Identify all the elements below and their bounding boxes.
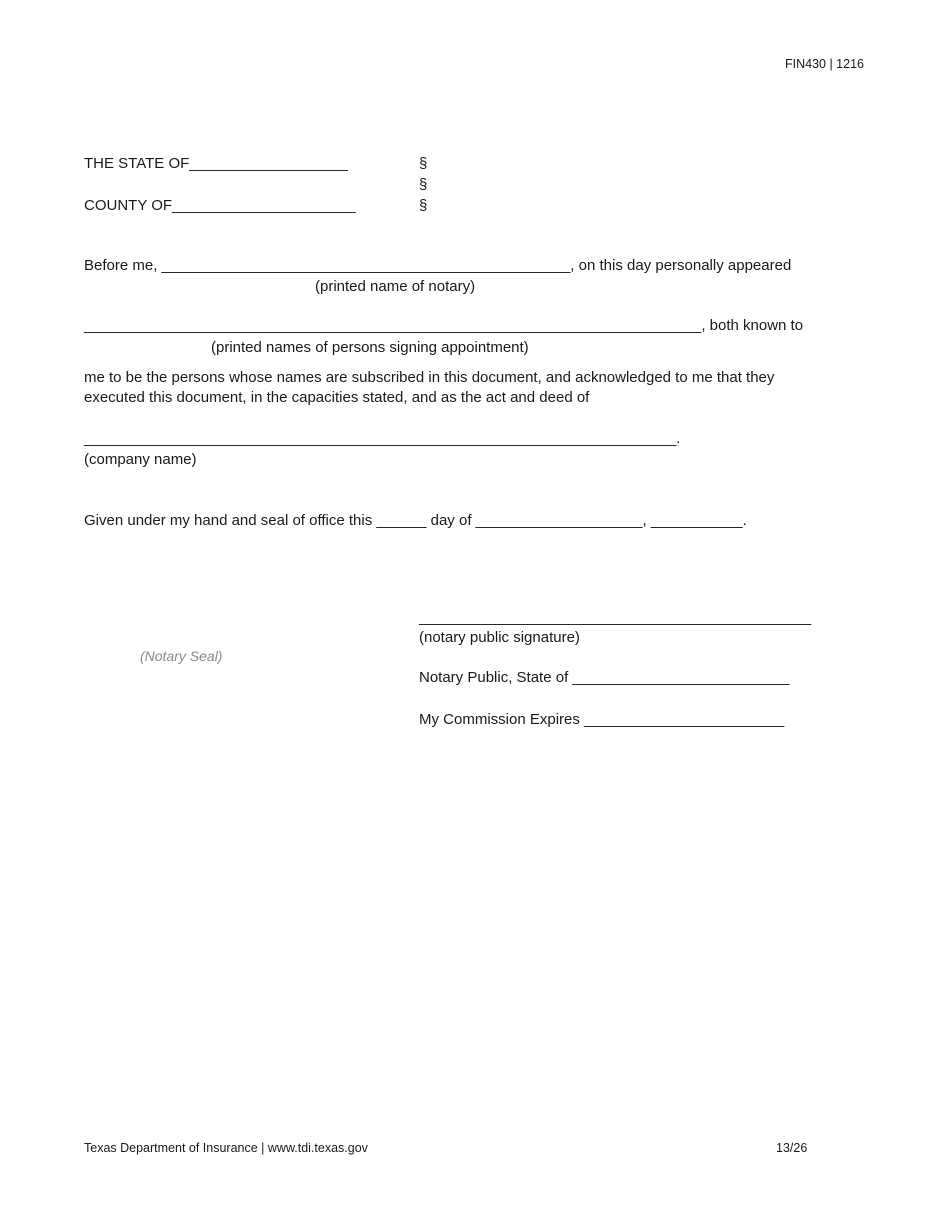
notary-signature-caption: (notary public signature) (419, 629, 580, 646)
section-mark-2: § (419, 176, 428, 193)
county-of-field[interactable]: COUNTY OF______________________ (84, 197, 356, 214)
section-mark-1: § (419, 155, 428, 172)
notary-signature-line[interactable]: _______________________________________________ (419, 609, 812, 626)
footer-agency: Texas Department of Insurance | www.tdi.texas.gov (84, 1141, 368, 1155)
page-number: 13/26 (776, 1141, 808, 1155)
company-name-caption: (company name) (84, 451, 197, 468)
notary-seal-placeholder: (Notary Seal) (140, 648, 223, 664)
form-code: FIN430 | 1216 (785, 57, 864, 71)
section-mark-3: § (419, 197, 428, 214)
commission-expires-field[interactable]: My Commission Expires ________________________ (419, 711, 785, 728)
state-of-field[interactable]: THE STATE OF___________________ (84, 155, 348, 172)
persons-names-field[interactable]: __________________________________________________________________________, both known to (84, 317, 804, 334)
acknowledgment-text-line-2: executed this document, in the capacities stated, and as the act and deed of (84, 389, 590, 406)
acknowledgment-text-line-1: me to be the persons whose names are subscribed in this document, and acknowledged to me that they (84, 369, 775, 386)
notary-state-field[interactable]: Notary Public, State of __________________________ (419, 669, 790, 686)
persons-names-caption: (printed names of persons signing appointment) (211, 339, 529, 356)
company-name-field[interactable]: _______________________________________________________________________. (84, 430, 681, 447)
given-under-hand-field[interactable]: Given under my hand and seal of office this ______ day of ____________________, ___________. (84, 512, 747, 529)
notary-name-caption: (printed name of notary) (315, 278, 476, 295)
notary-name-field[interactable]: Before me, _________________________________________________, on this day personally appeared (84, 257, 792, 274)
